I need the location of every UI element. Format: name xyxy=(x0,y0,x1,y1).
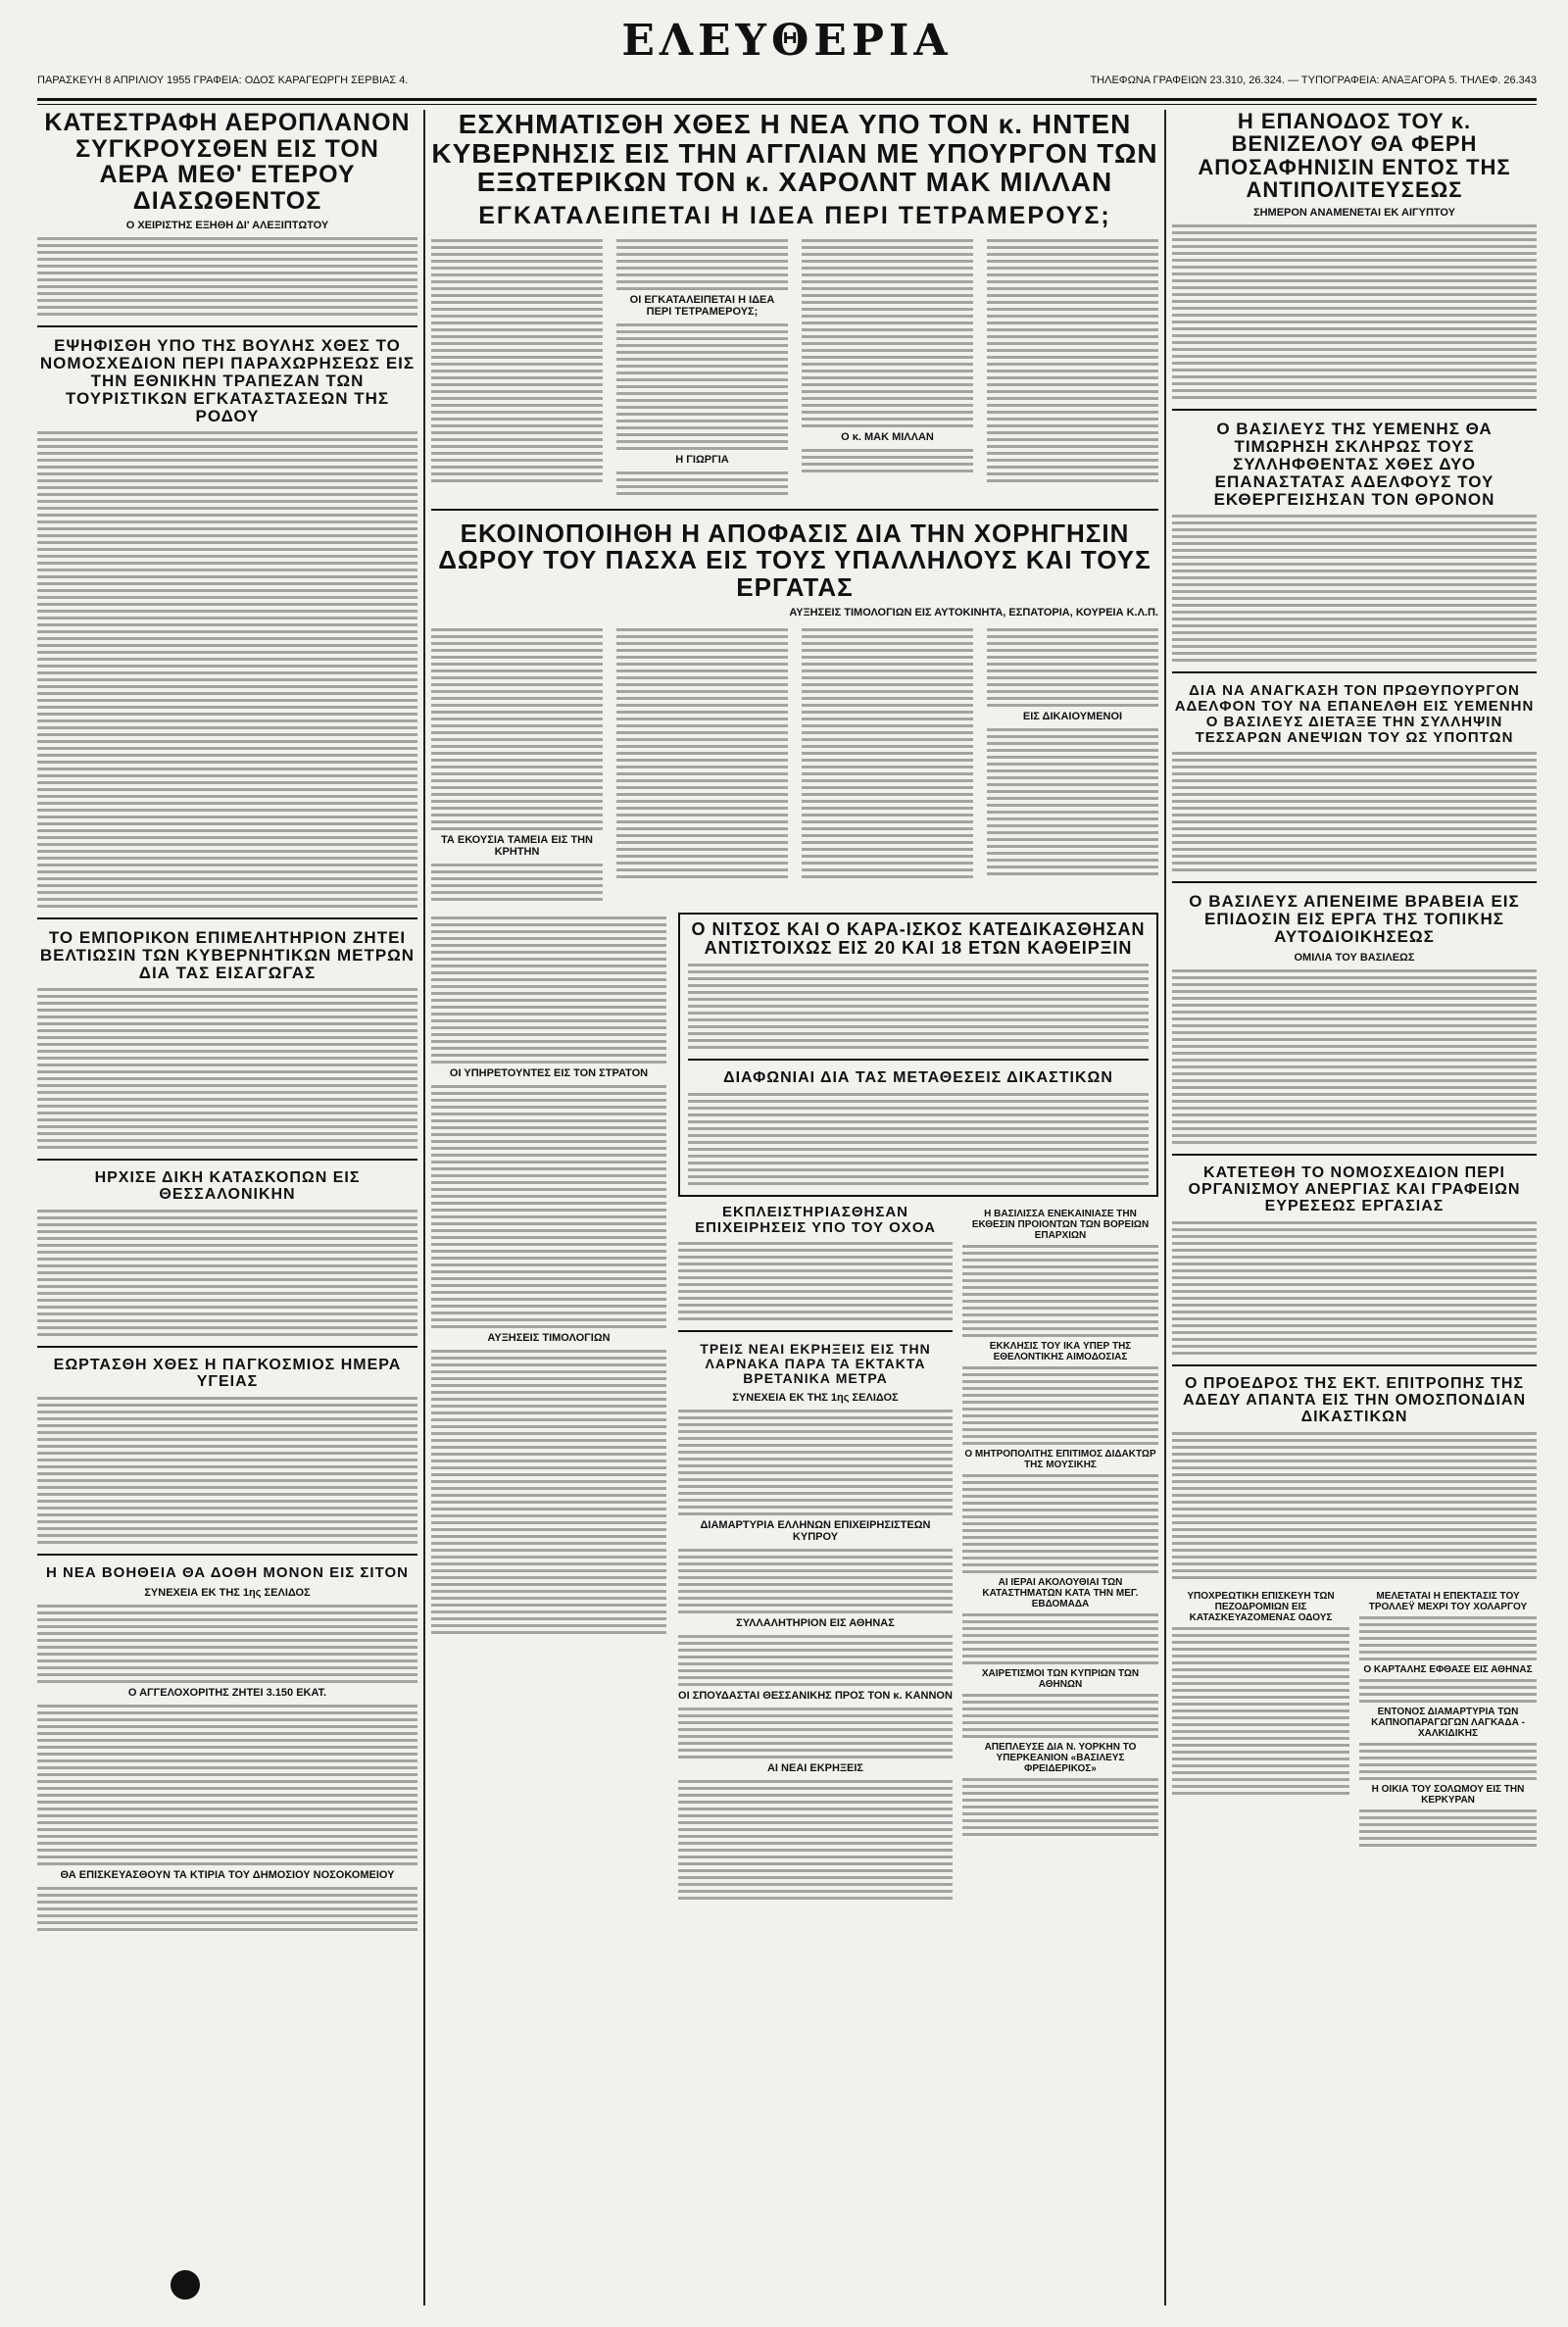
article-body xyxy=(1359,1743,1537,1780)
article-body xyxy=(962,1245,1158,1337)
article-body xyxy=(37,988,417,1149)
subhead-george: Η ΓΙΩΡΓΙΑ xyxy=(675,453,729,466)
right-column xyxy=(1172,110,1537,1851)
headline-awards: Ο ΒΑΣΙΛΕΥΣ ΑΠΕΝΕΙΜΕ ΒΡΑΒΕΙΑ ΕΙΣ ΕΠΙΔΟΣΙΝ ΕΙΣ ΕΡΓΑ ΤΗΣ ΤΟΠΙΚΗΣ ΑΥΤΟΔΙΟΙΚΗΣΕΩΣ xyxy=(1189,891,1520,946)
subhead-right-4: ΕΝΤΟΝΟΣ ΔΙΑΜΑΡΤΥΡΙΑ ΤΩΝ ΚΑΠΝΟΠΑΡΑΓΩΓΩΝ ΛΑΓΚΑΔΑ - ΧΑΛΚΙΔΙΚΗΣ xyxy=(1371,1706,1525,1739)
article-body xyxy=(431,1085,666,1328)
article-body xyxy=(962,1366,1158,1445)
article-body xyxy=(802,624,973,905)
masthead-rule-thin xyxy=(37,104,1537,105)
article-body xyxy=(1359,1679,1537,1703)
article-body xyxy=(678,1780,953,1900)
article-body xyxy=(987,235,1158,499)
masthead-phones: ΤΗΛΕΦΩΝΑ ΓΡΑΦΕΙΩΝ 23.310, 26.324. — ΤΥΠΟΓΡΑΦΕΙΑ: ΑΝΑΞΑΓΟΡΑ 5. ΤΗΛΕΦ. 26.343 xyxy=(1090,74,1537,86)
center-column xyxy=(431,110,1158,1904)
masthead-rule xyxy=(37,98,1537,101)
article-body xyxy=(616,235,788,499)
subhead-mid-3: Ο ΜΗΤΡΟΠΟΛΙΤΗΣ ΕΠΙΤΙΜΟΣ ΔΙΔΑΚΤΩΡ ΤΗΣ ΜΟΥΣΙΚΗΣ xyxy=(964,1449,1156,1471)
subhead-easter: ΑΥΞΗΣΕΙΣ ΤΙΜΟΛΟΓΙΩΝ ΕΙΣ ΑΥΤΟΚΙΝΗΤΑ, ΕΣΠΑΤΟΡΙΑ, ΚΟΥΡΕΙΑ Κ.Λ.Π. xyxy=(789,607,1158,619)
subhead-right-3: Ο ΚΑΡΤΑΛΗΣ ΕΦΘΑΣΕ ΕΙΣ ΑΘΗΝΑΣ xyxy=(1363,1663,1533,1675)
article-body xyxy=(678,1708,953,1758)
subhead-easter-2: ΟΙ ΥΠΗΡΕΤΟΥΝΤΕΣ ΕΙΣ ΤΟΝ ΣΤΡΑΤΟΝ xyxy=(449,1067,649,1080)
article-body xyxy=(962,1778,1158,1836)
headline-chamber: ΤΟ ΕΜΠΟΡΙΚΟΝ ΕΠΙΜΕΛΗΤΗΡΙΟΝ ΖΗΤΕΙ ΒΕΛΤΙΩΣΙΝ ΤΩΝ ΚΥΒΕΡΝΗΤΙΚΩΝ ΜΕΤΡΩΝ ΔΙΑ ΤΑΣ ΕΙΣΑΓΩΓΑΣ xyxy=(39,928,416,983)
article-body xyxy=(1172,1627,1349,1795)
article-body xyxy=(1172,1221,1537,1355)
article-body xyxy=(678,1242,953,1320)
article-body xyxy=(37,1397,417,1544)
subhead-mid-6: ΑΠΕΠΛΕΥΣΕ ΔΙΑ Ν. ΥΟΡΚΗΝ ΤΟ ΥΠΕΡΚΕΑΝΙΟΝ «ΒΑΣΙΛΕΥΣ ΦΡΕΙΔΕΡΙΚΟΣ» xyxy=(984,1742,1137,1775)
headline-yemen: Ο ΒΑΣΙΛΕΥΣ ΤΗΣ ΥΕΜΕΝΗΣ ΘΑ ΤΙΜΩΡΗΣΗ ΣΚΛΗΡΩΣ ΤΟΥΣ ΣΥΛΛΗΦΘΕΝΤΑΣ ΧΘΕΣ ΔΥΟ ΕΠΑΝΑΣΤΑΤΑΣ ΑΔΕΛΦΟΥΣ ΤΟΥ ΕΚΘΕΡΓΕΙΣΗΣΑΝ ΤΟΝ ΘΡΟΝΟΝ xyxy=(1213,420,1495,510)
subhead-plane: Ο ΧΕΙΡΙΣΤΗΣ ΕΞΗΘΗ ΔΙ' ΑΛΕΞΙΠΤΩΤΟΥ xyxy=(125,220,329,231)
headline-plane: ΚΑΤΕΣΤΡΑΦΗ ΑΕΡΟΠΛΑΝΟΝ ΣΥΓΚΡΟΥΣΘΕΝ ΕΙΣ ΤΟΝ ΑΕΡΑ ΜΕΘ' ΕΤΕΡΟΥ ΔΙΑΣΩΘΕΝΤΟΣ xyxy=(44,109,411,215)
article-body xyxy=(37,431,417,908)
article-body xyxy=(962,1613,1158,1664)
article-body xyxy=(678,1410,953,1515)
subhead-venizelos: ΣΗΜΕΡΟΝ ΑΝΑΜΕΝΕΤΑΙ ΕΚ ΑΙΓΥΠΤΟΥ xyxy=(1252,207,1456,220)
headline-aid: Η ΝΕΑ ΒΟΗΘΕΙΑ ΘΑ ΔΟΘΗ ΜΟΝΟΝ ΕΙΣ ΣΙΤΟΝ xyxy=(46,1563,409,1581)
ink-blot xyxy=(171,2270,200,2300)
subhead-aid-3: ΘΑ ΕΠΙΣΚΕΥΑΣΘΟΥΝ ΤΑ ΚΤΙΡΙΑ ΤΟΥ ΔΗΜΟΣΙΟΥ ΝΟΣΟΚΟΜΕΙΟΥ xyxy=(60,1868,395,1881)
article-body xyxy=(688,1093,1149,1185)
article-body xyxy=(678,1549,953,1613)
subhead-larnaca-3: ΣΥΛΛΑΛΗΤΗΡΙΟΝ ΕΙΣ ΑΘΗΝΑΣ xyxy=(736,1616,895,1629)
subhead-mid-5: ΧΑΙΡΕΤΙΣΜΟΙ ΤΩΝ ΚΥΠΡΙΩΝ ΤΩΝ ΑΘΗΝΩΝ xyxy=(981,1668,1140,1691)
article-body xyxy=(1172,1432,1537,1579)
article-body xyxy=(431,916,666,1064)
headline-oxoa: ΕΚΠΛΕΙΣΤΗΡΙΑΣΘΗΣΑΝ ΕΠΙΧΕΙΡΗΣΕΙΣ ΥΠΟ ΤΟΥ ΟΧΟΑ xyxy=(695,1204,936,1237)
subhead-easter-3: ΑΥΞΗΣΕΙΣ ΤΙΜΟΛΟΓΙΩΝ xyxy=(487,1332,611,1345)
subhead-right-5: Η ΟΙΚΙΑ ΤΟΥ ΣΟΛΩΜΟΥ ΕΙΣ ΤΗΝ ΚΕΡΚΥΡΑΝ xyxy=(1371,1783,1525,1806)
left-column xyxy=(37,110,417,1935)
article-body xyxy=(1172,224,1537,399)
subhead-easter-5: ΕΙΣ ΔΙΚΑΙΟΥΜΕΝΟΙ xyxy=(1022,711,1123,723)
article-body xyxy=(962,1474,1158,1573)
article-body xyxy=(678,1635,953,1686)
headline-venizelos: Η ΕΠΑΝΟΔΟΣ ΤΟΥ κ. ΒΕΝΙΖΕΛΟΥ ΘΑ ΦΕΡΗ ΑΠΟΣΑΦΗΝΙΣΙΝ ΕΝΤΟΣ ΤΗΣ ΑΝΤΙΠΟΛΙΤΕΥΣΕΩΣ xyxy=(1198,109,1511,202)
nitsos-box xyxy=(678,913,1158,1197)
subhead-larnaca-4: ΟΙ ΣΠΟΥΔΑΣΤΑΙ ΘΕΣΣΑΝΙΚΗΣ ΠΡΟΣ ΤΟΝ κ. ΚΑΝΝΟΝ xyxy=(678,1689,953,1702)
article-body xyxy=(431,1350,666,1634)
article-body xyxy=(37,237,417,316)
subhead-easter-4: ΤΑ ΕΚΟΥΣΙΑ ΤΑΜΕΙΑ ΕΙΣ ΤΗΝ ΚΡΗΤΗΝ xyxy=(441,834,593,859)
subhead-awards: ΟΜΙΛΙΑ ΤΟΥ ΒΑΣΙΛΕΩΣ xyxy=(1294,951,1415,964)
headline-health: ΕΩΡΤΑΣΘΗ ΧΘΕΣ Η ΠΑΓΚΟΣΜΙΟΣ ΗΜΕΡΑ ΥΓΕΙΑΣ xyxy=(53,1357,402,1390)
headline-rhodes: ΕΨΗΦΙΣΘΗ ΥΠΟ ΤΗΣ ΒΟΥΛΗΣ ΧΘΕΣ ΤΟ ΝΟΜΟΣΧΕΔΙΟΝ ΠΕΡΙ ΠΑΡΑΧΩΡΗΣΕΩΣ ΕΙΣ ΤΗΝ ΕΘΝΙΚΗΝ ΤΡΑΠΕΖΑΝ ΤΩΝ ΤΟΥΡΙΣΤΙΚΩΝ ΕΓΚΑΤΑΣΤΑΣΕΩΝ ΤΗΣ ΡΟΔΟΥ xyxy=(39,336,416,426)
article-body xyxy=(1172,515,1537,662)
headline-eden: ΕΣΧΗΜΑΤΙΣΘΗ ΧΘΕΣ Η ΝΕΑ ΥΠΟ ΤΟΝ κ. ΗΝΤΕΝ ΚΥΒΕΡΝΗΣΙΣ ΕΙΣ ΤΗΝ ΑΓΓΛΙΑΝ ΜΕ ΥΠΟΥΡΓΟΝ ΤΩΝ ΕΞΩΤΕΡΙΚΩΝ ΤΟΝ κ. ΧΑΡΟΛΝΤ ΜΑΚ ΜΙΛΛΑΝ xyxy=(431,109,1158,198)
article-body xyxy=(1359,1809,1537,1847)
article-body xyxy=(431,235,603,499)
article-body xyxy=(688,964,1149,1049)
article-body xyxy=(1359,1616,1537,1660)
subhead-fourpower: ΟΙ ΕΓΚΑΤΑΛΕΙΠΕΤΑΙ Η ΙΔΕΑ ΠΕΡΙ ΤΕΤΡΑΜΕΡΟΥΣ; xyxy=(629,293,775,318)
article-body xyxy=(37,1605,417,1683)
headline-courts: ΔΙΑΦΩΝΙΑΙ ΔΙΑ ΤΑΣ ΜΕΤΑΘΕΣΕΙΣ ΔΙΚΑΣΤΙΚΩΝ xyxy=(723,1069,1113,1087)
subhead-larnaca-5: ΑΙ ΝΕΑΙ ΕΚΡΗΞΕΙΣ xyxy=(766,1761,864,1774)
article-body xyxy=(1172,969,1537,1144)
subhead-larnaca-2: ΔΙΑΜΑΡΤΥΡΙΑ ΕΛΛΗΝΩΝ ΕΠΙΧΕΙΡΗΣΙΣΤΕΩΝ ΚΥΠΡΟΥ xyxy=(700,1518,931,1543)
subhead-aid-2: Ο ΑΓΓΕΛΟΧΟΡΙΤΗΣ ΖΗΤΕΙ 3.150 ΕΚΑΤ. xyxy=(127,1686,327,1699)
headline-spies: ΗΡΧΙΣΕ ΔΙΚΗ ΚΑΤΑΣΚΟΠΩΝ ΕΙΣ ΘΕΣΣΑΛΟΝΙΚΗΝ xyxy=(94,1169,361,1204)
article-body xyxy=(37,1705,417,1865)
article-body xyxy=(802,235,973,499)
subhead-right-1: ΥΠΟΧΡΕΩΤΙΚΗ ΕΠΙΣΚΕΥΗ ΤΩΝ ΠΕΖΟΔΡΟΜΙΩΝ ΕΙΣ ΚΑΤΑΣΚΕΥΑΖΟΜΕΝΑΣ ΟΔΟΥΣ xyxy=(1187,1590,1335,1623)
article-body xyxy=(987,624,1158,905)
headline-yemen-2: ΔΙΑ ΝΑ ΑΝΑΓΚΑΣΗ ΤΟΝ ΠΡΩΘΥΠΟΥΡΓΟΝ ΑΔΕΛΦΟΝ ΤΟΥ ΝΑ ΕΠΑΝΕΛΘΗ ΕΙΣ ΥΕΜΕΝΗΝ Ο ΒΑΣΙΛΕΥΣ ΔΙΕΤΑΞΕ ΤΗΝ ΣΥΛΛΗΨΙΝ ΤΕΣΣΑΡΩΝ ΑΝΕΨΙΩΝ ΤΟΥ ΩΣ ΥΠΟΠΤΩΝ xyxy=(1174,682,1535,746)
article-body xyxy=(616,624,788,905)
subhead-mid-2: ΕΚΚΛΗΣΙΣ ΤΟΥ ΙΚΑ ΥΠΕΡ ΤΗΣ ΕΘΕΛΟΝΤΙΚΗΣ ΑΙΜΟΔΟΣΙΑΣ xyxy=(989,1341,1132,1363)
headline-fourpower: ΕΓΚΑΤΑΛΕΙΠΕΤΑΙ Η ΙΔΕΑ ΠΕΡΙ ΤΕΤΡΑΜΕΡΟΥΣ; xyxy=(478,202,1111,230)
masthead-date-address: ΠΑΡΑΣΚΕΥΗ 8 ΑΠΡΙΛΙΟΥ 1955 ΓΡΑΦΕΙΑ: ΟΔΟΣ ΚΑΡΑΓΕΩΡΓΗ ΣΕΡΒΙΑΣ 4. xyxy=(37,74,409,86)
subhead-aid: ΣΥΝΕΧΕΙΑ ΕΚ ΤΗΣ 1ης ΣΕΛΙΔΟΣ xyxy=(144,1586,311,1599)
headline-easter: ΕΚΟΙΝΟΠΟΙΗΘΗ Η ΑΠΟΦΑΣΙΣ ΔΙΑ ΤΗΝ ΧΟΡΗΓΗΣΙΝ ΔΩΡΟΥ ΤΟΥ ΠΑΣΧΑ ΕΙΣ ΤΟΥΣ ΥΠΑΛΛΗΛΟΥΣ ΚΑΙ ΤΟΥΣ ΕΡΓΑΤΑΣ xyxy=(438,518,1152,602)
headline-larnaca: ΤΡΕΙΣ ΝΕΑΙ ΕΚΡΗΞΕΙΣ ΕΙΣ ΤΗΝ ΛΑΡΝΑΚΑ ΠΑΡΑ ΤΑ ΕΚΤΑΚΤΑ ΒΡΕΤΑΝΙΚΑ ΜΕΤΡΑ xyxy=(700,1341,931,1386)
subhead-larnaca-1: ΣΥΝΕΧΕΙΑ ΕΚ ΤΗΣ 1ης ΣΕΛΙΔΟΣ xyxy=(732,1391,899,1404)
article-body xyxy=(431,624,603,905)
article-body xyxy=(962,1694,1158,1738)
subhead-mid-1: Η ΒΑΣΙΛΙΣΣΑ ΕΝΕΚΑΙΝΙΑΣΕ ΤΗΝ ΕΚΘΕΣΙΝ ΠΡΟΙΟΝΤΩΝ ΤΩΝ ΒΟΡΕΙΩΝ ΕΠΑΡΧΙΩΝ xyxy=(971,1209,1150,1242)
article-body xyxy=(1172,752,1537,871)
subhead-macmillan: Ο κ. ΜΑΚ ΜΙΛΛΑΝ xyxy=(841,430,934,443)
column-divider xyxy=(423,110,425,2305)
article-body xyxy=(37,1210,417,1336)
subhead-mid-4: ΑΙ ΙΕΡΑΙ ΑΚΟΛΟΥΘΙΑΙ ΤΩΝ ΚΑΤΑΣΤΗΜΑΤΩΝ ΚΑΤΑ ΤΗΝ ΜΕΓ. ΕΒΔΟΜΑΔΑ xyxy=(982,1577,1139,1610)
headline-adedy: Ο ΠΡΟΕΔΡΟΣ ΤΗΣ ΕΚΤ. ΕΠΙΤΡΟΠΗΣ ΤΗΣ ΑΔΕΔΥ ΑΠΑΝΤΑ ΕΙΣ ΤΗΝ ΟΜΟΣΠΟΝΔΙΑΝ ΔΙΚΑΣΤΙΚΩΝ xyxy=(1182,1374,1527,1425)
column-divider xyxy=(1164,110,1166,2305)
subhead-right-2: ΜΕΛΕΤΑΤΑΙ Η ΕΠΕΚΤΑΣΙΣ ΤΟΥ ΤΡΟΛΛΕΫ ΜΕΧΡΙ ΤΟΥ ΧΟΛΑΡΓΟΥ xyxy=(1368,1590,1528,1612)
headline-employment: ΚΑΤΕΤΕΘΗ ΤΟ ΝΟΜΟΣΧΕΔΙΟΝ ΠΕΡΙ ΟΡΓΑΝΙΣΜΟΥ ΑΝΕΡΓΙΑΣ ΚΑΙ ΓΡΑΦΕΙΩΝ ΕΥΡΕΣΕΩΣ ΕΡΓΑΣΙΑΣ xyxy=(1188,1164,1521,1214)
article-body xyxy=(37,1887,417,1931)
newspaper-title: ΕΛΕΥΘΕΡΙΑ xyxy=(621,16,953,66)
masthead xyxy=(37,14,1537,98)
headline-nitsos: Ο ΝΙΤΣΟΣ ΚΑΙ Ο ΚΑΡΑ-ΙΣΚΟΣ ΚΑΤΕΔΙΚΑΣΘΗΣΑΝ ΑΝΤΙΣΤΟΙΧΩΣ ΕΙΣ 20 ΚΑΙ 18 ΕΤΩΝ ΚΑΘΕΙΡΞΙΝ xyxy=(691,919,1146,959)
